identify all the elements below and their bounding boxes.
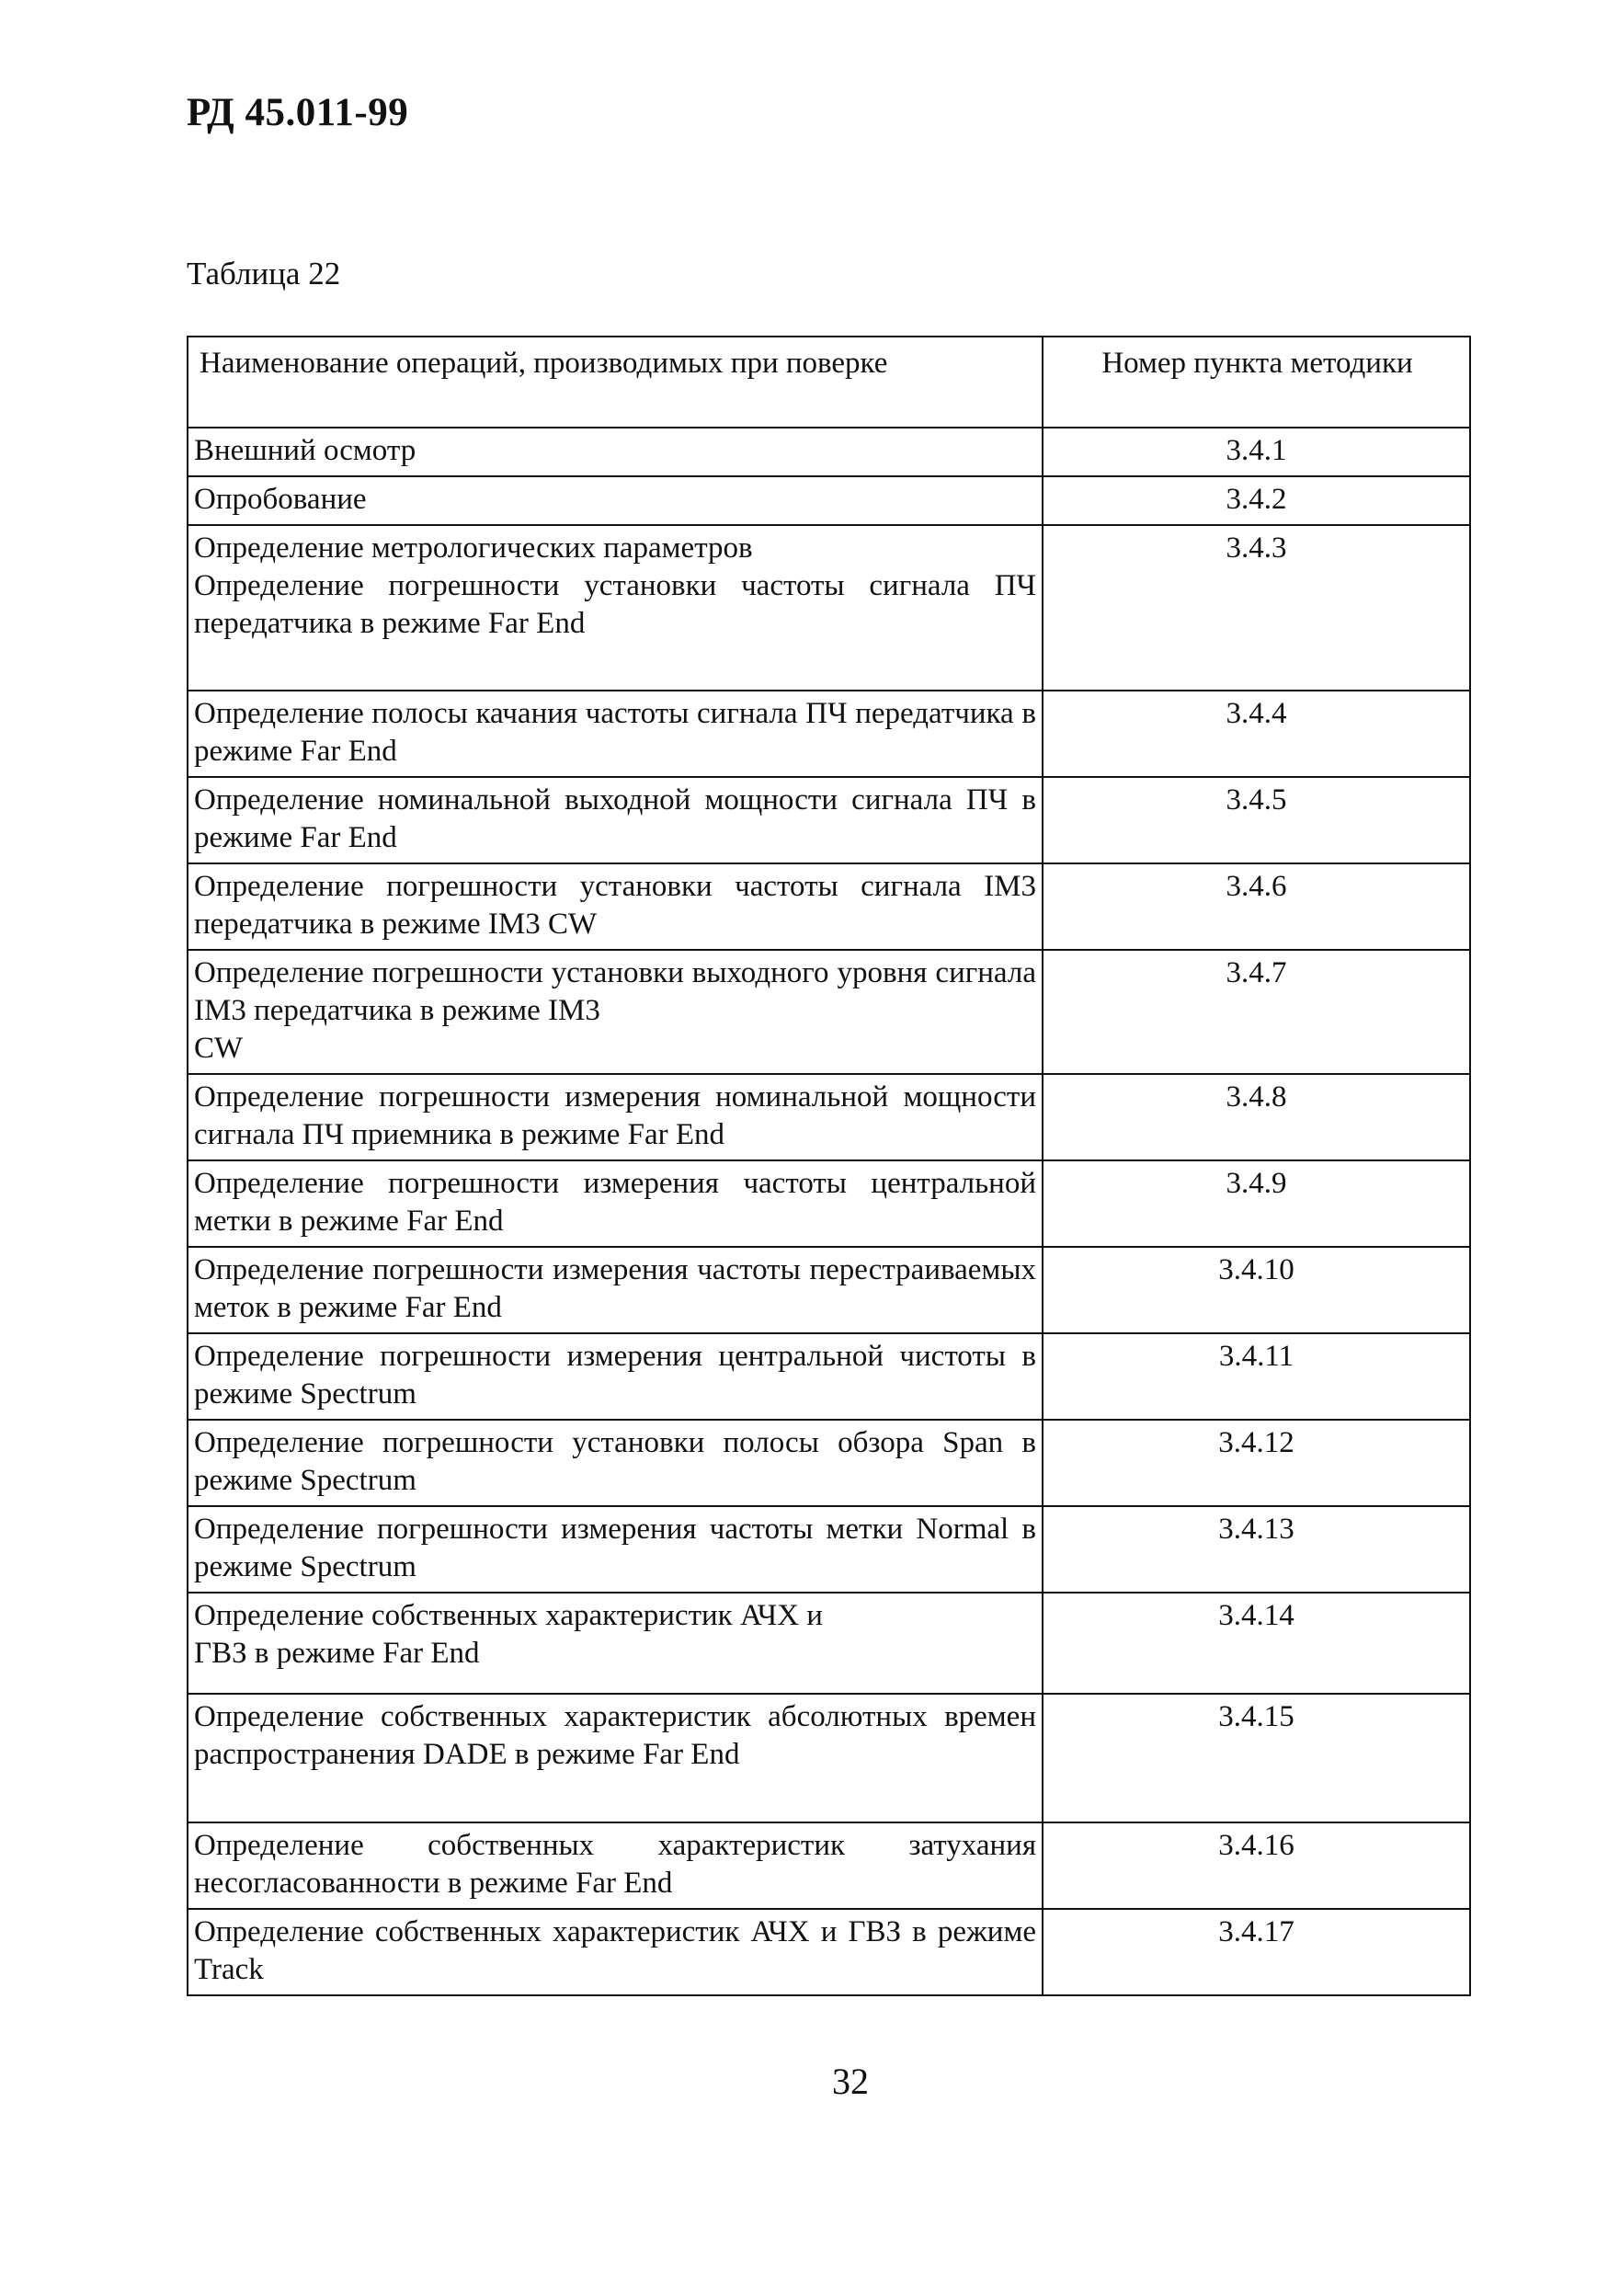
operation-cell: Определение погрешности измерения частоты центральной метки в режиме Far End	[188, 1160, 1043, 1247]
operation-cell: Определение погрешности измерения частоты перестраиваемых меток в режиме Far End	[188, 1247, 1043, 1333]
operation-cell: Определение номинальной выходной мощности сигнала ПЧ в режиме Far End	[188, 777, 1043, 863]
table-row	[188, 476, 1470, 525]
table-row	[188, 1694, 1470, 1822]
operation-cell: Внешний осмотр	[188, 428, 1043, 476]
clause-cell: 3.4.2	[1043, 476, 1470, 525]
table-row	[188, 1506, 1470, 1593]
operation-cell: Определение собственных характеристик затухания несогласованности в режиме Far End	[188, 1822, 1043, 1909]
clause-cell: 3.4.5	[1043, 777, 1470, 863]
table-row	[188, 950, 1470, 1074]
table-row	[188, 428, 1470, 476]
operation-cell: Определение погрешности измерения частоты метки Normal в режиме Spectrum	[188, 1506, 1043, 1593]
clause-cell: 3.4.15	[1043, 1694, 1470, 1822]
operation-cell: Определение собственных характеристик абсолютных времен распространения DADE в режиме Far End	[188, 1694, 1043, 1822]
clause-cell: 3.4.17	[1043, 1909, 1470, 1995]
operation-cell: Определение погрешности установки частоты сигнала IM3 передатчика в режиме IM3 CW	[188, 863, 1043, 950]
operation-line: Определение погрешности установки частоты сигнала ПЧ передатчика в режиме Far End	[194, 569, 1036, 640]
table-row	[188, 777, 1470, 863]
column-header-clause: Номер пункта методики	[1043, 337, 1470, 428]
table-row	[188, 1333, 1470, 1420]
table-caption: Таблица 22	[187, 256, 341, 291]
table-header-row	[188, 337, 1470, 428]
operation-cell	[188, 950, 1043, 1074]
table-row	[188, 1822, 1470, 1909]
table-row	[188, 1909, 1470, 1995]
operation-cell	[188, 1593, 1043, 1694]
clause-cell: 3.4.10	[1043, 1247, 1470, 1333]
page-number: 32	[832, 2061, 869, 2102]
operation-cell: Определение полосы качания частоты сигнала ПЧ передатчика в режиме Far End	[188, 691, 1043, 777]
operation-cell: Определение погрешности установки полосы обзора Span в режиме Spectrum	[188, 1420, 1043, 1506]
operation-cell: Определение погрешности измерения номинальной мощности сигнала ПЧ приемника в режиме Far End	[188, 1074, 1043, 1160]
table-row	[188, 691, 1470, 777]
clause-cell: 3.4.8	[1043, 1074, 1470, 1160]
clause-cell: 3.4.6	[1043, 863, 1470, 950]
clause-cell: 3.4.14	[1043, 1593, 1470, 1694]
table-row	[188, 1074, 1470, 1160]
clause-cell: 3.4.7	[1043, 950, 1470, 1074]
table-row	[188, 863, 1470, 950]
clause-cell: 3.4.12	[1043, 1420, 1470, 1506]
operation-line: Определение погрешности установки выходного уровня сигнала IM3 передатчика в режиме IM3	[194, 956, 1036, 1027]
operation-line: ГВЗ в режиме Far End	[194, 1637, 480, 1670]
operation-cell: Опробование	[188, 476, 1043, 525]
clause-cell: 3.4.13	[1043, 1506, 1470, 1593]
table-row	[188, 525, 1470, 691]
table-row	[188, 1593, 1470, 1694]
clause-cell: 3.4.16	[1043, 1822, 1470, 1909]
operation-line: CW	[194, 1032, 244, 1065]
document-code: РД 45.011-99	[187, 91, 409, 134]
clause-cell: 3.4.4	[1043, 691, 1470, 777]
table-row	[188, 1160, 1470, 1247]
operation-cell: Определение собственных характеристик АЧХ и ГВЗ в режиме Track	[188, 1909, 1043, 1995]
operation-line: Определение собственных характеристик АЧХ и	[194, 1599, 823, 1632]
column-header-operation: Наименование операций, производимых при поверке	[188, 337, 1043, 428]
clause-cell: 3.4.3	[1043, 525, 1470, 691]
table-row	[188, 1247, 1470, 1333]
clause-cell: 3.4.1	[1043, 428, 1470, 476]
clause-cell: 3.4.11	[1043, 1333, 1470, 1420]
operation-cell: Определение погрешности измерения центральной чистоты в режиме Spectrum	[188, 1333, 1043, 1420]
operation-line: Определение метрологических параметров	[194, 531, 753, 565]
clause-cell: 3.4.9	[1043, 1160, 1470, 1247]
table-row	[188, 1420, 1470, 1506]
operation-cell	[188, 525, 1043, 691]
operations-table	[187, 336, 1471, 1996]
